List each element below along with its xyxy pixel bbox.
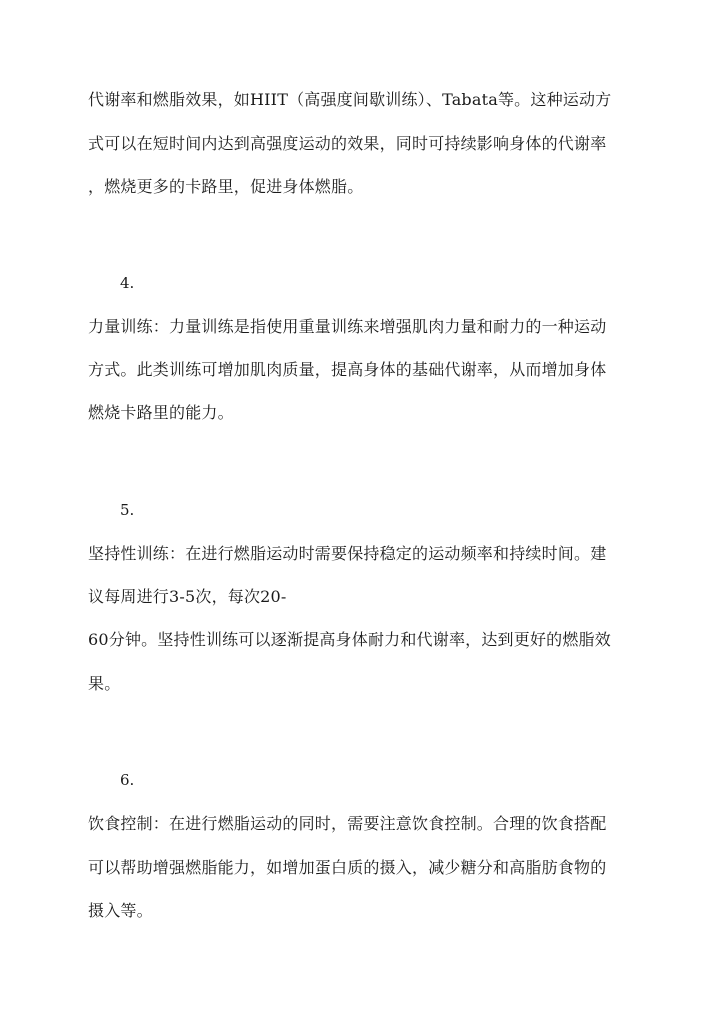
list-number-6: 6. [120, 771, 135, 789]
list-number-5: 5. [120, 501, 135, 519]
paragraph-4-line-3: 燃烧卡路里的能力。 [88, 403, 234, 422]
paragraph-3-line-2: 式可以在短时间内达到高强度运动的效果，同时可持续影响身体的代谢率 [88, 134, 607, 153]
paragraph-5-line-2: 议每周进行3-5次，每次20- [88, 587, 287, 606]
paragraph-5-line-3: 60分钟。坚持性训练可以逐渐提高身体耐力和代谢率，达到更好的燃脂效 [88, 630, 611, 649]
paragraph-6-line-2: 可以帮助增强燃脂能力，如增加蛋白质的摄入，减少糖分和高脂肪食物的 [88, 858, 607, 877]
paragraph-6-line-3: 摄入等。 [88, 901, 153, 920]
paragraph-4-line-1: 力量训练：力量训练是指使用重量训练来增强肌肉力量和耐力的一种运动 [88, 317, 607, 336]
paragraph-3-line-3: ，燃烧更多的卡路里，促进身体燃脂。 [88, 177, 364, 196]
paragraph-5-line-1: 坚持性训练：在进行燃脂运动时需要保持稳定的运动频率和持续时间。建 [88, 544, 607, 563]
paragraph-3-line-1: 代谢率和燃脂效果，如HIIT（高强度间歇训练）、Tabata等。这种运动方 [88, 90, 612, 109]
list-number-4: 4. [120, 274, 135, 292]
paragraph-5-line-4: 果。 [88, 674, 121, 693]
paragraph-6-line-1: 饮食控制：在进行燃脂运动的同时，需要注意饮食控制。合理的饮食搭配 [88, 814, 607, 833]
paragraph-4-line-2: 方式。此类训练可增加肌肉质量，提高身体的基础代谢率，从而增加身体 [88, 360, 607, 379]
